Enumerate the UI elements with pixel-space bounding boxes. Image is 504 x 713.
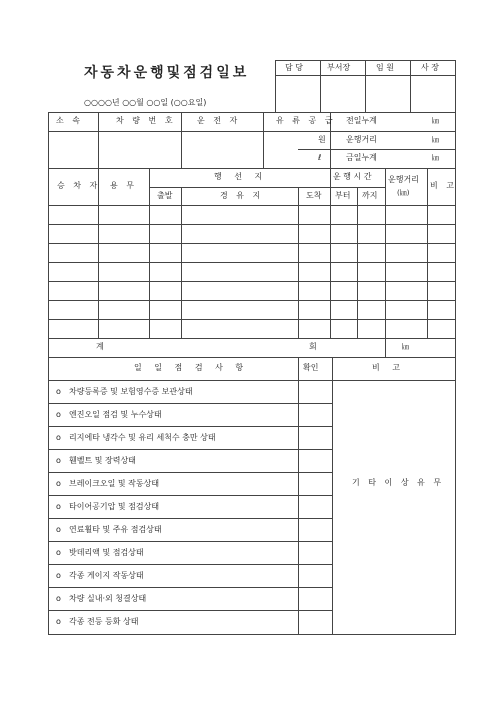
checklist-item-label: 연료휠타 및 주유 점검상태	[69, 525, 162, 534]
total-label: 계	[96, 342, 104, 351]
table-grid-line	[48, 380, 456, 381]
approval-header-president: 사 장	[421, 63, 439, 72]
table-grid-line	[332, 357, 333, 635]
header-distance-unit: (㎞)	[397, 189, 410, 197]
table-grid-line	[48, 541, 332, 542]
checklist-bullet: o	[56, 617, 61, 626]
checklist-confirm-header: 확인	[303, 363, 319, 372]
table-grid-line	[48, 426, 332, 427]
checklist-item-label: 리지에타 냉각수 및 유리 세척수 충만 상태	[69, 433, 216, 442]
table-grid-line	[385, 168, 386, 357]
header-fuel-supply: 유 류 공 급	[276, 116, 336, 125]
table-grid-line	[98, 168, 99, 338]
table-grid-line	[455, 60, 456, 112]
table-grid-line	[149, 168, 150, 338]
checklist-item-label: 엔진오일 점검 및 누수상태	[69, 410, 162, 419]
table-grid-line	[48, 131, 456, 132]
table-grid-line	[263, 112, 264, 168]
checklist-item-label: 각종 게이지 작동상태	[69, 571, 144, 580]
checklist-item-label: 밧데리액 및 점검상태	[69, 548, 144, 557]
table-grid-line	[48, 449, 332, 450]
odometer-distance-unit: ㎞	[432, 136, 439, 144]
header-distance: 운행거리	[388, 175, 419, 184]
table-grid-line	[48, 243, 456, 244]
date-line: ○○○○년 ○○월 ○○일 (○○요일)	[84, 98, 207, 107]
table-grid-line	[48, 403, 332, 404]
table-grid-line	[48, 564, 332, 565]
header-operating-time: 운 행 시 간	[333, 172, 372, 181]
odometer-prev-unit: ㎞	[432, 117, 439, 125]
table-grid-line	[275, 60, 276, 112]
checklist-bullet: o	[56, 525, 61, 534]
header-affiliation: 소 속	[56, 116, 83, 125]
table-grid-line	[48, 587, 332, 588]
checklist-bullet: o	[56, 502, 61, 511]
header-purpose: 용 무	[110, 181, 137, 190]
table-grid-line	[455, 112, 456, 635]
table-grid-line	[48, 112, 49, 635]
header-depart: 출발	[157, 191, 173, 200]
header-waypoint: 경 유 지	[220, 191, 264, 200]
odometer-prev-label: 전일누계	[346, 116, 377, 125]
document-title: 자동차운행및점검일보	[84, 65, 250, 81]
table-grid-line	[48, 319, 456, 320]
checklist-bullet: o	[56, 433, 61, 442]
table-grid-line	[48, 518, 332, 519]
checklist-bullet: o	[56, 594, 61, 603]
total-count-unit: 회	[309, 342, 317, 351]
table-grid-line	[365, 60, 366, 112]
table-grid-line	[149, 187, 386, 188]
table-grid-line	[298, 149, 456, 150]
checklist-header: 일 일 점 검 사 항	[134, 363, 249, 372]
table-grid-line	[48, 112, 456, 113]
approval-header-dept-head: 부서장	[327, 63, 351, 72]
header-arrive: 도착	[306, 191, 322, 200]
table-grid-line	[48, 281, 456, 282]
table-grid-line	[427, 168, 428, 338]
table-grid-line	[48, 300, 456, 301]
table-grid-line	[181, 112, 182, 168]
table-grid-line	[48, 168, 456, 169]
checklist-item-label: 각종 전등 등화 상태	[69, 617, 139, 626]
table-grid-line	[48, 634, 456, 635]
table-grid-line	[48, 472, 332, 473]
table-grid-line	[320, 60, 321, 112]
table-grid-line	[48, 205, 456, 206]
odometer-today-unit: ㎞	[432, 154, 439, 162]
odometer-distance-label: 운행거리	[346, 135, 377, 144]
table-grid-line	[48, 610, 332, 611]
header-passenger: 승 차 자	[57, 181, 101, 190]
checklist-remark-header: 비 고	[372, 363, 405, 372]
checklist-item-label: 차량등록증 및 보험영수증 보관상태	[69, 387, 193, 396]
checklist-bullet: o	[56, 456, 61, 465]
checklist-bullet: o	[56, 387, 61, 396]
odometer-today-label: 금일누계	[346, 153, 377, 162]
table-grid-line	[298, 357, 299, 635]
fuel-unit-won: 원	[318, 135, 326, 144]
approval-header-executive: 임 원	[376, 63, 394, 72]
header-time-from: 부터	[335, 191, 351, 200]
checklist-etc: 기 타 이 상 유 무	[352, 478, 445, 487]
checklist-bullet: o	[56, 479, 61, 488]
header-destination: 행 선 지	[214, 172, 268, 181]
table-grid-line	[357, 187, 358, 338]
checklist-item-label: 타이어공기압 및 점검상태	[69, 502, 160, 511]
table-grid-line	[410, 60, 411, 112]
table-grid-line	[48, 495, 332, 496]
checklist-item-label: 차량 실내·외 청결상태	[69, 594, 147, 603]
table-grid-line	[48, 338, 456, 339]
total-km-unit: ㎞	[402, 343, 409, 351]
checklist-bullet: o	[56, 571, 61, 580]
checklist-bullet: o	[56, 548, 61, 557]
table-grid-line	[48, 357, 456, 358]
header-driver: 운 전 자	[197, 116, 241, 125]
fuel-unit-liter: ℓ	[318, 153, 322, 162]
table-grid-line	[181, 187, 182, 338]
checklist-item-label: 브레이크오일 및 작동상태	[69, 479, 160, 488]
header-vehicle-number: 차 량 번 호	[116, 116, 176, 125]
checklist-bullet: o	[56, 410, 61, 419]
table-grid-line	[48, 224, 456, 225]
approval-header-manager: 담 당	[285, 63, 303, 72]
table-grid-line	[98, 112, 99, 168]
table-grid-line	[298, 187, 299, 338]
header-trip-remark: 비 고	[430, 181, 457, 190]
table-grid-line	[48, 262, 456, 263]
table-grid-line	[330, 168, 331, 338]
checklist-item-label: 휀벨트 및 장력상태	[69, 456, 136, 465]
header-time-to: 까지	[362, 191, 378, 200]
